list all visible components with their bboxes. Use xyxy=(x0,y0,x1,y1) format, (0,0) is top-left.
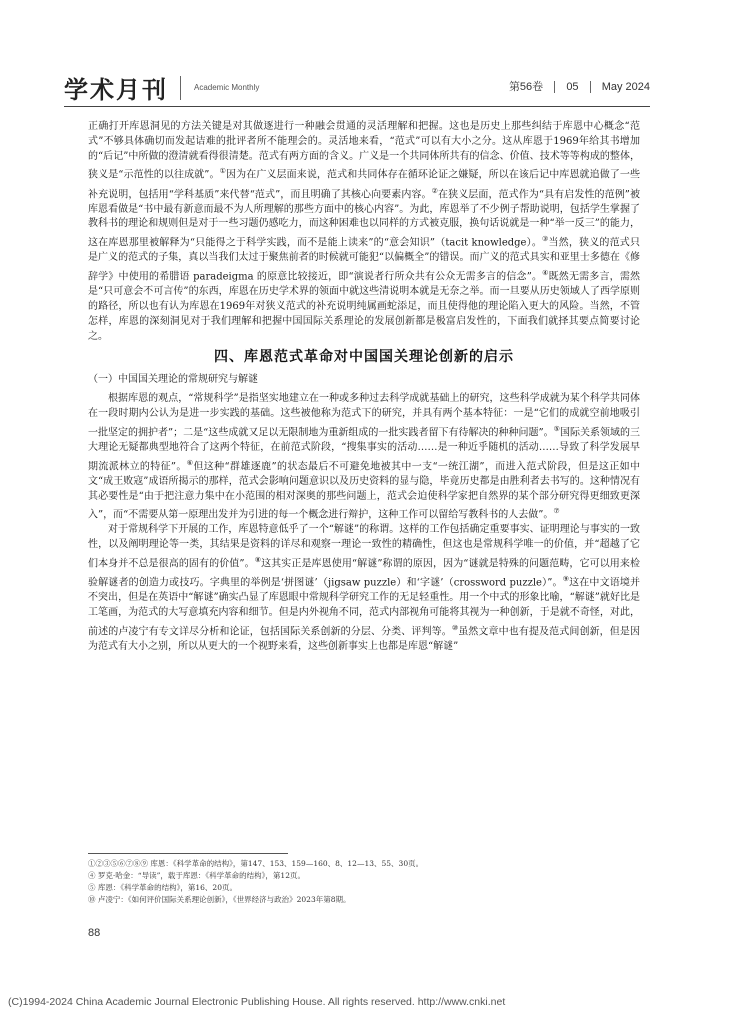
header-divider xyxy=(180,76,181,100)
issue-number: 05 xyxy=(566,81,579,93)
footnote-ref: ⑩ xyxy=(451,623,459,632)
footnote: ①②③⑤⑥⑦⑧⑨ 库恩：《科学革命的结构》，第147、153、159—160、8、12—13、55、30页。 xyxy=(88,859,424,868)
article-body xyxy=(88,120,640,655)
footnote-ref: ① xyxy=(219,167,227,176)
text-run: 正确打开库恩洞见的方法关键是对其做逐进行一种融会贯通的灵活理解和把握。这也是历史上那些纠结于库恩中心概念“范式”不够具体确切而发起诘难的批评者所不能理会的。灵活地来看，“范式”可以有大小之分。这从库恩于1969年给其书增加的“后记”中所做的澄清就看得很清楚。范式有两方面的含义。广义是一个共同体所共有的信念、价值、技术等等构成的整体，狭义是“示范性的以往成就”。 xyxy=(88,121,640,181)
footnote-rule xyxy=(88,853,288,854)
volume-label: 第56卷 xyxy=(508,81,544,93)
text-run: 这在中文语境并不突出，但是在英语中“解谜”确实凸显了库恩眼中常规科学研究工作的无足轻重性。用一个中式的形象比喻，“解谜”就好比是工笔画，为范式的大写意填充内容和细节。但是内外视角不同，范式内部视角可能将其视为一种创新，于是就不奇怪，对此，前述的卢凌宁有专文详尽分析和论证，包括国际关系创新的分层、分类、评判等。 xyxy=(88,577,641,638)
page-number: 88 xyxy=(88,927,101,939)
issue-divider xyxy=(554,81,555,93)
footnote-ref: ⑦ xyxy=(553,507,560,516)
page-header xyxy=(64,70,650,106)
text-run: 虽然文章中也有提及范式间创新，但是因为范式有大小之别，所以从更大的一个视野来看，这些创新事实上也都是库恩“解谜” xyxy=(88,626,641,652)
copyright-notice: (C)1994-2024 China Academic Journal Electronic Publishing House. All rights reserved. http://www.cnki.net xyxy=(8,996,506,1008)
text-run: 但这种“群雄逐鹿”的状态最后不可避免地被其中一支“一统江湖”，而进入范式阶段，但是这正如中文“成王败寇”成语所揭示的那样，范式会影响问题意识以及历史资料的显与隐，毕竟历史都是由胜利者去书写的。这种情况有其必要性是“由于把注意力集中在小范围的相对深奥的那些问题上，范式会迫使科学家把自然界的某个部分研究得更细致更深入”，而“不需要从第一原理出发并为引进的每一个概念进行辩护，这种工作可以留给写教科书的人去做”。 xyxy=(88,460,640,521)
text-run: 因为在广义层面来说，范式和共同体存在循环论证之嫌疑，所以在该后记中库恩就追做了一些补充说明，包括用“学科基质”来代替“范式”，而且明确了其核心向要素内容。 xyxy=(88,169,641,200)
text-run: 根据库恩的观点，“常规科学”是指坚实地建立在一种或多种过去科学成就基础上的研究，这些科学成就为某个科学共同体在一段时期内公认为是进一步实践的基础。这些被他称为范式下的研究，并具有两个基本特征：一是“它们的成就空前地吸引一批坚定的拥护者”；二是“这些成就又足以无限制地为重新组成的一批实践者留下有待解决的种种问题”。 xyxy=(88,393,640,438)
section-heading: 四、库恩范式革命对中国国关理论创新的启示 xyxy=(214,349,514,366)
journal-logo: 学术月刊 xyxy=(64,75,168,104)
paragraph xyxy=(88,523,640,654)
footnote: ⑩ 卢凌宁：《如何评价国际关系理论创新》，《世界经济与政治》2023年第8期。 xyxy=(88,895,351,904)
text-run: 既然无需多言，需然是“只可意会不可言传”的东西，库恩在历史学术界的领面中就这些清说明本就是无奈之举。而一旦要从历史领域人了西学原则的路径，所以也有认为库恩在1969年对狭义范式的补充说明纯属画蛇添足，而且使得他的理论陷入更大的风险。当然，不管怎样，库恩的深刻洞见对于我们理解和把握中国国际关系理论的发展创新都是极富启发性的，下面我们就择其要点简要讨论之。 xyxy=(88,271,640,342)
text-run: 国际关系领域的三大理论无疑都典型地符合了这两个特征，在前范式阶段，“搜集事实的活动……是一种近乎随机的活动……导致了科学发展早期流派林立的特征”。 xyxy=(88,426,641,472)
paragraph xyxy=(88,392,640,523)
text-run: 在狭义层面，范式作为“具有启发性的范例”被库恩看做是“书中最有新意而最不为人所理解的那些方面中的核心内容”。为此，库恩举了不少例子帮助说明，包括学生掌握了教科书的理论和规则但是对于一些习题仍感吃力，而这种困难也以同样的方式被克服，换句话说就是一种“举一反三”的能力，这在库恩那里被解释为“只能得之于科学实践，而不是能上读来”的“意会知识”（tacit knowledge）。 xyxy=(88,188,641,249)
text-run: 当然，狭义的范式只是广义的范式的子集，真以当我们太过于聚焦前者的时候就可能犯“以偏概全”的错误。而广义的范式具实和亚里士多德在《修辞学》中使用的希腊语 paradeigma 的原意比较接近，即“演说者行所众共有公众无需多言的信念”。 xyxy=(88,237,640,283)
footnote-ref: ② xyxy=(431,186,439,195)
date-divider xyxy=(590,81,591,93)
issue-date: May 2024 xyxy=(601,81,650,93)
footnote: ⑤ 库恩：《科学革命的结构》，第16、20页。 xyxy=(88,883,237,892)
footnote-ref: ④ xyxy=(542,269,549,278)
text-run: 对于常规科学下开展的工作，库恩特意低乎了一个“解谜”的称谓。这样的工作包括确定重要事实、证明理论与事实的一致性，以及阐明理论等一类，其结果是资料的详尽和观察一理论一致性的精确性，但这也是常规科学唯一的价值，并“超越了它们本身并不总是很高的固有的价值”。 xyxy=(88,524,640,570)
paragraph xyxy=(88,120,640,344)
footnote: ④ 罗克·哈金：“导读”，载于库恩：《科学革命的结构》，第12页。 xyxy=(88,871,305,880)
text-run: 这其实正是库恩使用“解谜”称谓的原因，因为“谜就是特殊的问题范畴，它可以用来检验解谜者的创造力或技巧。字典里的举例是‘拼图谜’（jigsaw puzzle）和‘字谜’（crossword puzzle）”。 xyxy=(88,558,640,589)
journal-subtitle: Academic Monthly xyxy=(194,83,260,92)
subsection-heading: （一）中国国关理论的常规研究与解谜 xyxy=(88,374,258,386)
header-rule xyxy=(64,106,650,107)
footnote-ref: ⑥ xyxy=(186,458,194,467)
footnote-ref: ⑧ xyxy=(254,556,262,565)
footnote-ref: ⑨ xyxy=(562,575,570,584)
footnote-ref: ③ xyxy=(542,235,549,244)
issue-info xyxy=(501,78,650,94)
footnote-ref: ⑤ xyxy=(553,424,560,433)
footnotes xyxy=(88,858,640,906)
